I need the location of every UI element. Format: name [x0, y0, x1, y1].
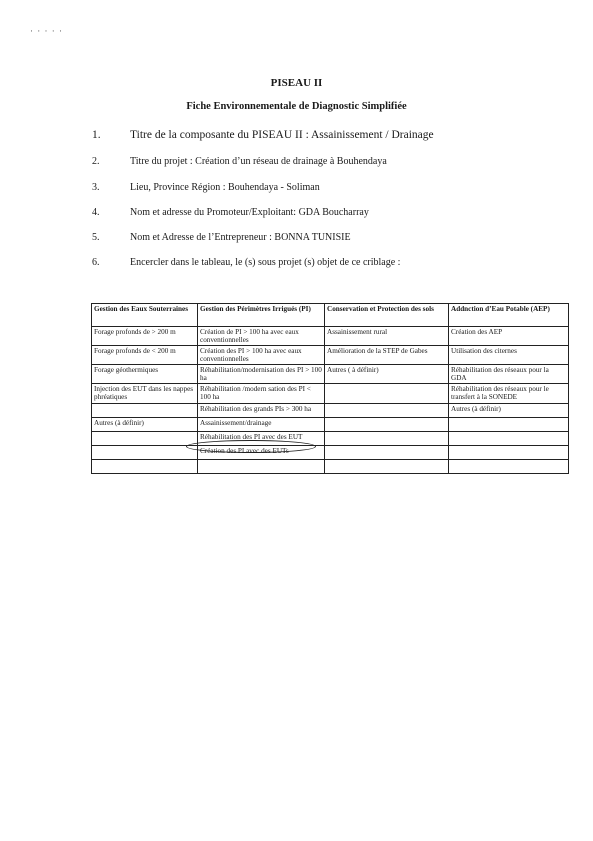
table-row: [92, 431, 569, 445]
table-cell: Forage géothermiques: [92, 365, 198, 384]
item-text: Titre de la composante du PISEAU II : Assainissement / Drainage: [130, 129, 434, 141]
table-cell: [325, 384, 449, 403]
table-row: [92, 327, 569, 346]
table-cell: Autres (à définir): [92, 417, 198, 431]
table-cell: [92, 459, 198, 473]
table-row: [92, 417, 569, 431]
table-row: [92, 403, 569, 417]
column-header: Addnction d’Eau Potable (AEP): [449, 304, 569, 327]
item-text: Nom et adresse du Promoteur/Exploitant: GDA Boucharray: [130, 207, 369, 218]
table-cell: Création des PI > 100 ha avec eaux conventionnelles: [198, 346, 325, 365]
table-cell: [325, 431, 449, 445]
item-number: 3.: [92, 182, 100, 193]
form-item-3: [92, 182, 320, 193]
table-cell: Réhabilitation des réseaux pour le transfert à la SONEDE: [449, 384, 569, 403]
table-cell: Réhabilitation des PI avec des EUT: [198, 431, 325, 445]
table-header-row: [92, 304, 569, 327]
item-number: 2.: [92, 156, 100, 167]
table-cell: Réhabilitation/modernisation des PI > 100 ha: [198, 365, 325, 384]
form-item-4: [92, 207, 369, 218]
program-title: PISEAU II: [270, 77, 323, 89]
table-cell: [92, 445, 198, 459]
table-cell: Réhabilitation /modern sation des PI < 100 ha: [198, 384, 325, 403]
table-cell: [325, 403, 449, 417]
table-row: [92, 365, 569, 384]
selection-circle: [186, 440, 316, 453]
table-cell: Forage profonds de < 200 m: [92, 346, 198, 365]
table-row: [92, 384, 569, 403]
table-cell: [92, 403, 198, 417]
table-cell: Création des AEP: [449, 327, 569, 346]
table-cell: Autres (à définir): [449, 403, 569, 417]
selected-subproject-cell: Assainissement/drainage: [198, 417, 325, 431]
item-number: 5.: [92, 232, 100, 243]
table-cell: Assainissement rural: [325, 327, 449, 346]
table-cell: Injection des EUT dans les nappes phréatiques: [92, 384, 198, 403]
table-cell: [449, 459, 569, 473]
table-cell: Réhabilitation des réseaux pour la GDA: [449, 365, 569, 384]
item-number: 1.: [92, 129, 101, 141]
item-text: Encercler dans le tableau, le (s) sous projet (s) objet de ce criblage :: [130, 257, 401, 268]
table-cell: [198, 459, 325, 473]
table-cell: Utilisation des citernes: [449, 346, 569, 365]
table-cell: [449, 431, 569, 445]
item-number: 4.: [92, 207, 100, 218]
table-cell: [92, 431, 198, 445]
form-item-2: [92, 156, 387, 167]
table-row: [92, 445, 569, 459]
form-subtitle: Fiche Environnementale de Diagnostic Simplifiée: [186, 101, 407, 112]
table-cell: Création de PI > 100 ha avec eaux conventionnelles: [198, 327, 325, 346]
table-cell: Autres ( à définir): [325, 365, 449, 384]
table-cell: Forage profonds de > 200 m: [92, 327, 198, 346]
table-cell: Amélioration de la STEP de Gabes: [325, 346, 449, 365]
table-cell: Création des PI avec des EUTs: [198, 445, 325, 459]
column-header: Gestion des Eaux Souterraines: [92, 304, 198, 327]
item-text: Lieu, Province Région : Bouhendaya - Soliman: [130, 182, 320, 193]
item-text: Titre du projet : Création d’un réseau de drainage à Bouhendaya: [130, 156, 387, 167]
scan-mark: · · · · ·: [30, 26, 63, 36]
form-item-6: [92, 257, 400, 268]
table-cell: [449, 445, 569, 459]
form-item-5: [92, 232, 351, 243]
table-cell: [325, 459, 449, 473]
column-header: Gestion des Périmètres Irrigués (PI): [198, 304, 325, 327]
table-cell: [449, 417, 569, 431]
table-row: [92, 346, 569, 365]
column-header: Conservation et Protection des sols: [325, 304, 449, 327]
screening-table: [91, 303, 569, 474]
table-cell: Réhabilitation des grands PIs > 300 ha: [198, 403, 325, 417]
form-item-1: [92, 129, 434, 141]
table-row: [92, 459, 569, 473]
table-cell: [325, 445, 449, 459]
table-cell: [325, 417, 449, 431]
item-text: Nom et Adresse de l’Entrepreneur : BONNA TUNISIE: [130, 232, 351, 243]
item-number: 6.: [92, 257, 100, 268]
